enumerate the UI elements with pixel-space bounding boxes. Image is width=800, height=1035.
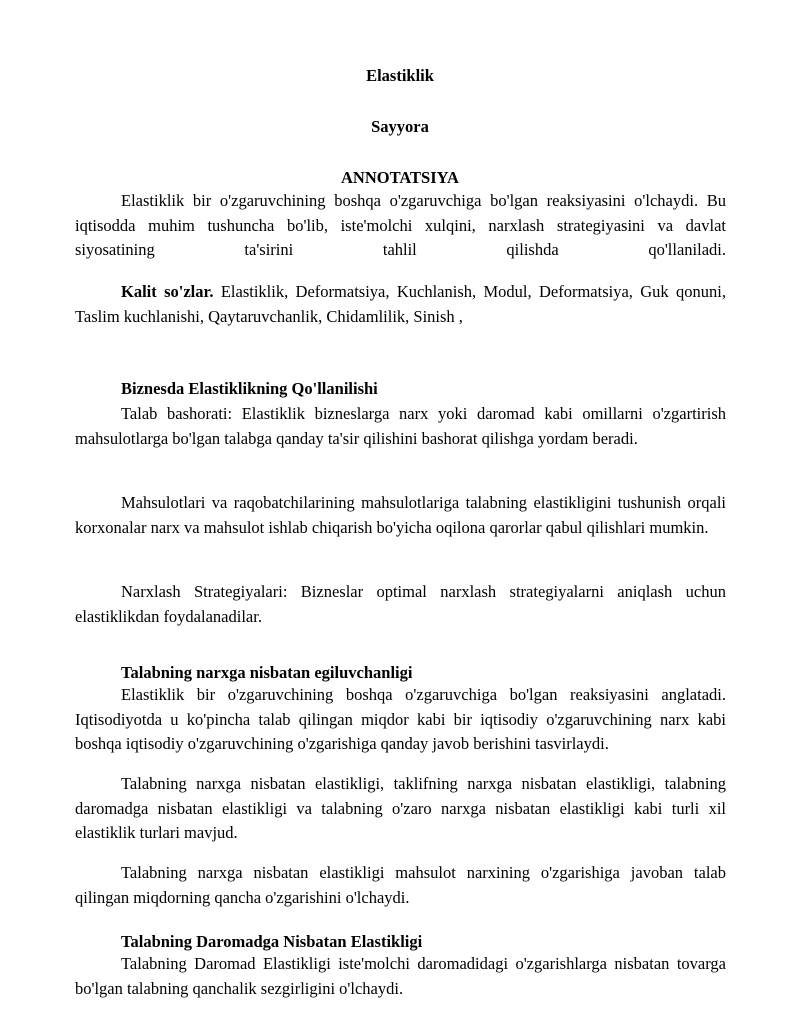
annotation-text: Elastiklik bir o'zgaruvchining boshqa o'zgaruvchiga bo'lgan reaksiyasini o'lchaydi. Bu iqtisodda muhim tushuncha bo'lib, iste'molchi xulqini, narxlash strategiyasini va davlat siyosatining ta'sirini tahlil qilishda qo'llaniladi.: [75, 191, 726, 259]
annotation-heading: ANNOTATSIYA: [341, 168, 459, 187]
section-heading: Biznesda Elastiklikning Qo'llanilishi: [121, 379, 378, 398]
section-paragraph: Talabning narxga nisbatan elastikligi, taklifning narxga nisbatan elastikligi, talabning daromadga nisbatan elastikligi va talabning o'zaro narxga nisbatan elastikligi kabi turli xil elastiklik turlari mavjud.: [75, 774, 726, 842]
keywords-paragraph: [75, 280, 726, 329]
section-paragraph: Talabning Daromad Elastikligi iste'molchi daromadidagi o'zgarishlarga nisbatan tovarga bo'lgan talabning qanchalik sezgirligini o'lchaydi.: [75, 954, 726, 998]
section-paragraph: Talab bashorati: Elastiklik bizneslarga narx yoki daromad kabi omillarni o'zgartirish mahsulotlarga bo'lgan talabga qanday ta'sir qilishini bashorat qilishga yordam beradi.: [75, 404, 726, 448]
section-paragraph: Elastiklik bir o'zgaruvchining boshqa o'zgaruvchiga bo'lgan reaksiyasini anglatadi. Iqtisodiyotda u ko'pincha talab qilingan miqdor kabi bir iqtisodiy o'zgaruvchining narx kabi boshqa iqtisodiy o'zgaruvchining o'zgarishiga qanday javob berishini tasvirlaydi.: [75, 685, 726, 753]
author-name: Sayyora: [371, 117, 429, 136]
document-title: Elastiklik: [366, 66, 434, 85]
keywords-label: Kalit so'zlar.: [121, 282, 214, 301]
keywords-list: Elastiklik, Deformatsiya, Kuchlanish, Modul, Deformatsiya, Guk qonuni, Taslim kuchlanishi, Qaytaruvchanlik, Chidamlilik, Sinish ,: [75, 282, 726, 326]
section-paragraph: Mahsulotlari va raqobatchilarining mahsulotlariga talabning elastikligini tushunish orqali korxonalar narx va mahsulot ishlab chiqarish bo'yicha oqilona qarorlar qabul qilishlari mumkin.: [75, 493, 726, 537]
section-heading: Talabning Daromadga Nisbatan Elastikligi: [121, 932, 423, 951]
section-paragraph: Narxlash Strategiyalari: Bizneslar optimal narxlash strategiyalarni aniqlash uchun elastiklikdan foydalanadilar.: [75, 582, 726, 626]
section-heading: Talabning narxga nisbatan egiluvchanligi: [121, 663, 413, 682]
section-paragraph: Talabning narxga nisbatan elastikligi mahsulot narxining o'zgarishiga javoban talab qilingan miqdorning qancha o'zgarishini o'lchaydi.: [75, 863, 726, 907]
